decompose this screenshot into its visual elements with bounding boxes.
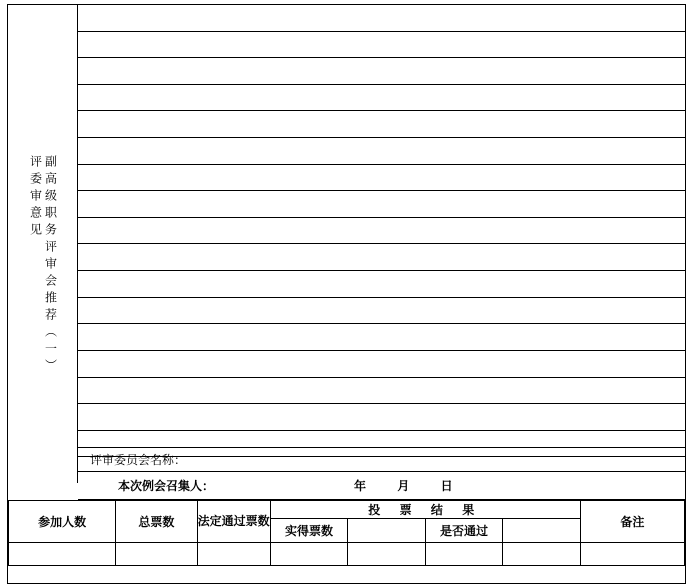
vertical-label-col-1: 副高级职务评审会推荐（一） <box>43 155 58 376</box>
header-vote-result: 投 票 结 果 <box>270 501 580 519</box>
ruled-line <box>78 351 685 378</box>
review-opinion-label-cell <box>8 5 78 483</box>
committee-name-label: 评审委员会名称： <box>90 453 187 467</box>
form-sheet <box>7 4 686 584</box>
ruled-line <box>78 191 685 218</box>
review-opinion-writing-area[interactable] <box>78 5 685 483</box>
vertical-label <box>8 155 78 376</box>
ruled-line <box>78 5 685 32</box>
ruled-line <box>78 378 685 405</box>
cell-actual-votes-blank[interactable] <box>270 543 348 566</box>
cell-passed-blank-2[interactable] <box>503 543 581 566</box>
ruled-line <box>78 165 685 192</box>
table-row <box>9 543 685 566</box>
header-participants: 参加人数 <box>9 501 116 543</box>
subheader-actual-votes: 实得票数 <box>270 519 348 543</box>
ruled-line <box>78 85 685 112</box>
committee-name-row[interactable] <box>78 447 685 471</box>
cell-legal-pass-votes-value[interactable] <box>197 543 270 566</box>
ruled-line <box>78 138 685 165</box>
convener-row[interactable] <box>78 471 685 500</box>
ruled-line <box>78 111 685 138</box>
cell-actual-votes-blank-2[interactable] <box>348 543 426 566</box>
convener-label: 本次例会召集人： <box>118 479 215 493</box>
vertical-label-col-2: 评委审意见 <box>28 155 43 240</box>
ruled-lines <box>78 5 685 483</box>
ruled-line <box>78 404 685 431</box>
ruled-line <box>78 58 685 85</box>
cell-passed-value[interactable] <box>503 519 581 543</box>
header-total-votes: 总票数 <box>116 501 197 543</box>
vote-summary-table <box>8 500 685 583</box>
cell-remark-value[interactable] <box>580 543 684 566</box>
review-opinion-block <box>8 5 685 483</box>
table-row <box>9 501 685 519</box>
cell-participants-value[interactable] <box>9 543 116 566</box>
subheader-passed: 是否通过 <box>425 519 503 543</box>
ruled-line <box>78 32 685 59</box>
header-legal-pass-votes: 法定通过票数 <box>197 501 270 543</box>
ruled-line <box>78 271 685 298</box>
cell-passed-blank[interactable] <box>425 543 503 566</box>
date-label: 年 月 日 <box>354 479 467 493</box>
cell-actual-votes-value[interactable] <box>348 519 426 543</box>
ruled-line <box>78 324 685 351</box>
cell-total-votes-value[interactable] <box>116 543 197 566</box>
ruled-line <box>78 298 685 325</box>
header-remark: 备注 <box>580 501 684 543</box>
ruled-line <box>78 218 685 245</box>
ruled-line <box>78 244 685 271</box>
